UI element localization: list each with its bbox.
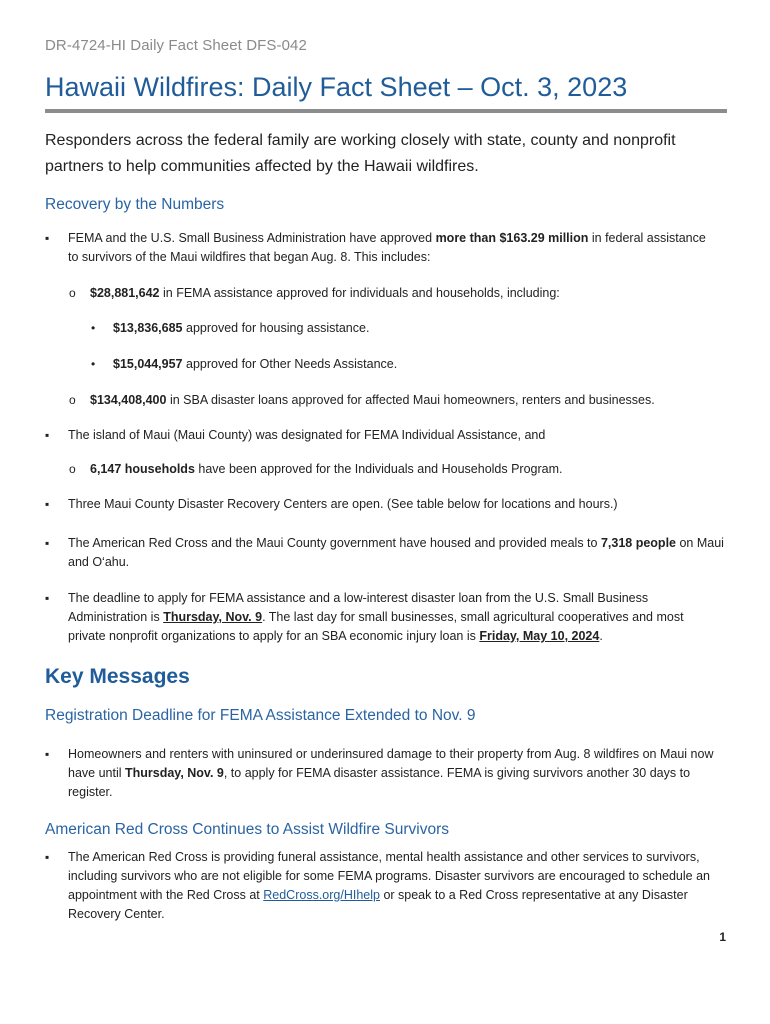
document-id: DR-4724-HI Daily Fact Sheet DFS-042 <box>45 37 307 54</box>
recovery-bullet-1a <box>90 284 710 303</box>
bullet-circle: o <box>69 286 76 300</box>
bold-amount: $134,408,400 <box>90 393 167 407</box>
recovery-bullet-5 <box>68 589 723 646</box>
text: , to apply for FEMA disaster assistance. FEMA is giving survivors another 30 days to register. <box>68 766 691 799</box>
text: The deadline to apply for FEMA assistance and a low-interest disaster loan from the U.S. Small Business Administration is <box>68 591 649 624</box>
bold-amount: more than $163.29 million <box>435 231 589 245</box>
bullet-square <box>45 745 49 764</box>
text: . The last day for small businesses, small agricultural cooperatives and most private nonprofit organizations to apply for an SBA economic injury loan is <box>68 610 684 643</box>
red-cross-heading: American Red Cross Continues to Assist Wildfire Survivors <box>45 821 449 838</box>
intro-paragraph: Responders across the federal family are working closely with state, county and nonprofit partners to help communities affected by the Hawaii wildfires. <box>45 132 676 175</box>
page-title: Hawaii Wildfires: Daily Fact Sheet – Oct. 3, 2023 <box>45 72 628 102</box>
recovery-bullet-1a2 <box>113 355 713 374</box>
bullet-circle: o <box>69 462 76 476</box>
recovery-bullet-2: The island of Maui (Maui County) was designated for FEMA Individual Assistance, and <box>68 428 546 442</box>
bullet-square <box>45 229 49 248</box>
text: or speak to a Red Cross representative at any Disaster Recovery Center. <box>68 888 688 921</box>
text: FEMA and the U.S. Small Business Administration have approved <box>68 231 436 245</box>
page-number: 1 <box>719 930 726 944</box>
bold-amount: $15,044,957 <box>113 357 183 371</box>
text: in FEMA assistance approved for individuals and households, including: <box>159 286 560 300</box>
bold-amount: $13,836,685 <box>113 321 183 335</box>
text: in SBA disaster loans approved for affected Maui homeowners, renters and businesses. <box>166 393 655 407</box>
bullet-circle: o <box>69 393 76 407</box>
red-cross-link[interactable]: RedCross.org/HIhelp <box>263 888 380 902</box>
text: approved for Other Needs Assistance. <box>182 357 398 371</box>
registration-bullet <box>68 745 728 802</box>
bullet-square <box>45 426 49 445</box>
text: . <box>599 629 603 643</box>
bold-amount: 6,147 households <box>90 462 195 476</box>
title-divider <box>45 109 727 113</box>
recovery-bullet-3: Three Maui County Disaster Recovery Centers are open. (See table below for locations and hours.) <box>68 497 618 511</box>
bold-amount: $28,881,642 <box>90 286 160 300</box>
bullet-square <box>45 534 49 553</box>
recovery-bullet-1a1 <box>113 319 713 338</box>
text: The American Red Cross and the Maui County government have housed and provided meals to <box>68 536 601 550</box>
bullet-square <box>45 495 49 514</box>
bullet-square <box>45 589 49 608</box>
recovery-bullet-2a <box>90 460 710 479</box>
text: in federal assistance to survivors of the Maui wildfires that began Aug. 8. This includes: <box>68 231 706 264</box>
text: Homeowners and renters with uninsured or underinsured damage to their property from Aug. 8 wildfires on Maui now have until <box>68 747 714 780</box>
deadline-date: Friday, May 10, 2024 <box>479 629 600 643</box>
registration-deadline-heading: Registration Deadline for FEMA Assistance Extended to Nov. 9 <box>45 707 476 724</box>
text: have been approved for the Individuals and Households Program. <box>194 462 563 476</box>
text: The American Red Cross is providing funeral assistance, mental health assistance and other services to survivors, including survivors who are not eligible for some FEMA programs. Disaster survivors are encouraged to schedule an appointment with the Red Cross at <box>68 850 710 902</box>
bold-count: 7,318 people <box>600 536 676 550</box>
red-cross-bullet <box>68 848 730 924</box>
deadline-date: Thursday, Nov. 9 <box>163 610 263 624</box>
recovery-bullet-1b <box>90 391 730 410</box>
key-messages-heading: Key Messages <box>45 665 190 688</box>
recovery-bullet-1 <box>68 229 708 267</box>
text: on Maui and O‘ahu. <box>68 536 724 569</box>
bullet-dot: • <box>91 357 96 371</box>
recovery-bullet-4 <box>68 534 726 572</box>
bullet-dot: • <box>91 321 96 335</box>
text: approved for housing assistance. <box>182 321 370 335</box>
bold-date: Thursday, Nov. 9 <box>124 766 224 780</box>
bullet-square <box>45 848 49 867</box>
recovery-heading: Recovery by the Numbers <box>45 196 225 213</box>
